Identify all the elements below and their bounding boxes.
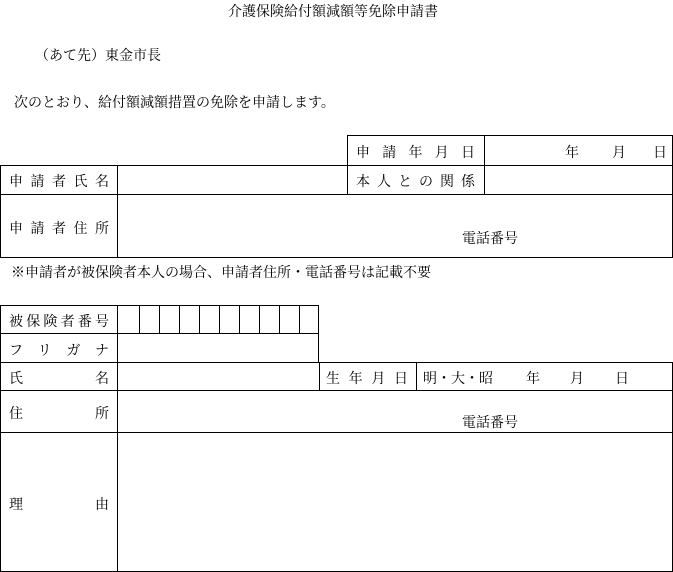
birth-year-unit: 年 <box>526 371 540 387</box>
form-title: 介護保険給付額減額等免除申請書 <box>228 4 438 20</box>
applicant-name-field[interactable] <box>120 167 344 192</box>
insured-name-label: 氏 名 <box>9 371 109 387</box>
note-text: ※申請者が被保険者本人の場合、申請者住所・電話番号は記載不要 <box>11 265 431 281</box>
furigana-field[interactable] <box>120 335 316 361</box>
date-day-unit: 日 <box>653 145 667 161</box>
insured-address-field[interactable] <box>120 393 670 430</box>
insured-number-label: 被 保 険 者 番 号 <box>9 314 109 330</box>
application-date-field[interactable] <box>490 137 670 164</box>
era-options: 明・大・昭 <box>423 371 493 387</box>
application-date-label: 申 請 年 月 日 <box>356 145 475 161</box>
relation-field[interactable] <box>488 167 670 192</box>
reason-label: 理 由 <box>9 497 109 513</box>
date-month-unit: 月 <box>612 145 626 161</box>
insured-number-field[interactable] <box>118 306 318 332</box>
addressee: （あて先）東金市長 <box>35 48 161 64</box>
relation-label: 本 人 と の 関 係 <box>356 174 475 190</box>
reason-field[interactable] <box>120 435 672 572</box>
applicant-name-label: 申 請 者 氏 名 <box>9 174 109 190</box>
furigana-label: フ リ ガ ナ <box>9 343 109 359</box>
birth-day-unit: 日 <box>615 371 629 387</box>
date-year-unit: 年 <box>565 145 579 161</box>
birth-month-unit: 月 <box>570 371 584 387</box>
applicant-phone-label: 電話番号 <box>462 231 518 247</box>
birthdate-label: 生 年 月 日 <box>326 371 408 387</box>
insured-address-label: 住 所 <box>9 406 109 422</box>
insured-phone-label: 電話番号 <box>462 415 518 431</box>
applicant-address-field[interactable] <box>120 197 670 255</box>
insured-name-field[interactable] <box>120 364 316 388</box>
applicant-address-label: 申 請 者 住 所 <box>9 221 109 237</box>
intro-text: 次のとおり、給付額減額措置の免除を申請します。 <box>14 95 335 111</box>
